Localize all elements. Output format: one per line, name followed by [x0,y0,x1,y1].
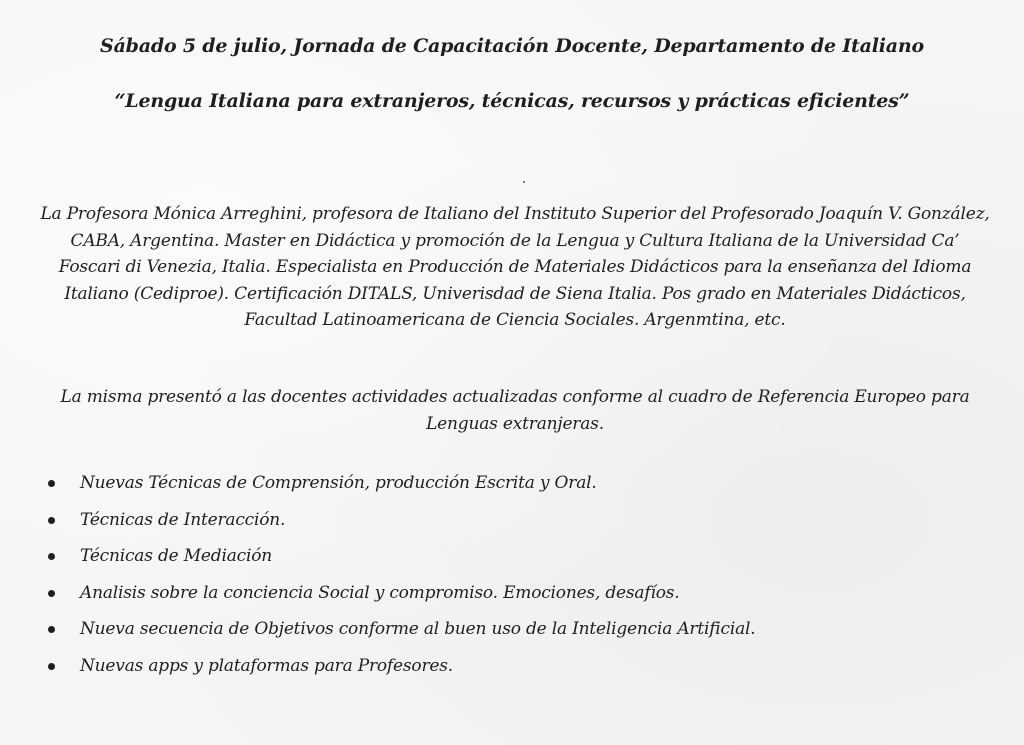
bio-paragraph: La Profesora Mónica Arreghini, profesora de Italiano del Instituto Superior del Profesorado Joaquín V. González, CABA, Argentina. Master en Didáctica y promoción de la Lengua y Cultura Italiana de la Universidad Ca’ Foscari di Venezia, Italia. Especialista en Producción de Materiales Didácticos para la enseñanza del Idioma Italiano (Cediproe). Certificación DITALS, Univerisdad de Siena Italia. Pos grado en Materiales Didácticos, Facultad Latinoamericana de Ciencia Sociales. Argenmtina, etc. [40,204,990,330]
bullet-icon [48,626,55,633]
list-item [42,507,755,544]
list-item [42,543,755,580]
event-subtitle: “Lengua Italiana para extranjeros, técnicas, recursos y prácticas eficientes” [114,90,910,112]
list-item-text: Nuevas Técnicas de Comprensión, producción Escrita y Oral. [80,473,597,493]
topics-list [42,470,755,690]
bullet-icon [48,590,55,597]
list-item-text: Técnicas de Mediación [80,546,272,567]
list-item [42,580,755,617]
scan-speck [523,181,525,183]
intro-paragraph: La misma presentó a las docentes actividades actualizadas conforme al cuadro de Referencia Europeo para Lenguas extranjeras. [60,387,970,434]
event-title: Sábado 5 de julio, Jornada de Capacitación Docente, Departamento de Italiano [100,35,924,57]
bullet-icon [48,517,55,524]
bullet-icon [48,553,55,560]
list-item-text: Nueva secuencia de Objetivos conforme al buen uso de la Inteligencia Artificial. [80,619,756,640]
list-item [42,470,755,507]
list-item [42,653,755,690]
list-item-text: Nuevas apps y plataformas para Profesores. [80,655,453,676]
list-item-text: Técnicas de Interacción. [80,509,286,530]
list-item [42,616,755,653]
bullet-icon [48,480,55,487]
list-item-text: Analisis sobre la conciencia Social y compromiso. Emociones, desafíos. [80,582,680,603]
bullet-icon [48,663,55,670]
